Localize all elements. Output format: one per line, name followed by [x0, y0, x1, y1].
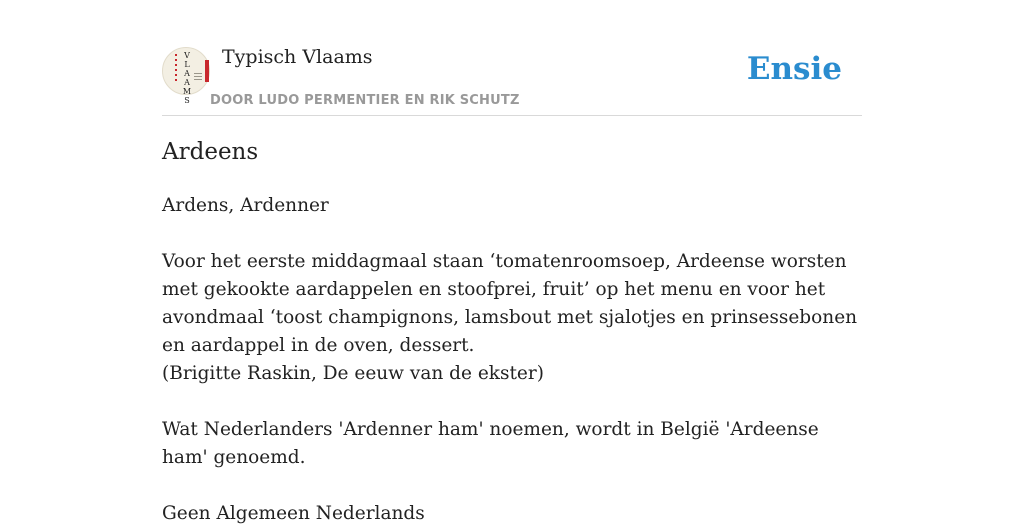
blog-title-link[interactable]: Typisch Vlaams	[222, 46, 373, 68]
avatar-red-bar	[205, 60, 209, 82]
avatar-letters: V L A A M S	[182, 51, 192, 105]
blog-byline: DOOR LUDO PERMENTIER EN RIK SCHUTZ	[210, 93, 520, 108]
ensie-logo-link[interactable]: Ensie	[746, 51, 842, 87]
entry-quote: Voor het eerste middagmaal staan ‘tomatenroomsoep, Ardeense worsten met gekookte aardappelen en stoofprei, fruit’ op het menu en voor het avondmaal ‘toost champignons, lamsbout met sjalotjes en prinsessebonen en aardappel in de oven, dessert.	[162, 251, 858, 356]
entry-note: Wat Nederlanders 'Ardenner ham' noemen, wordt in België 'Ardeense ham' genoemd.	[162, 419, 819, 468]
entry-quote-source: (Brigitte Raskin, De eeuw van de ekster)	[162, 363, 544, 384]
avatar-red-marks	[175, 54, 177, 84]
entry-body	[162, 192, 867, 528]
entry-footer-label: Geen Algemeen Nederlands	[162, 503, 425, 524]
blog-avatar[interactable]	[162, 47, 210, 105]
blog-header	[162, 44, 862, 116]
entry-title: Ardeens	[162, 139, 259, 165]
paragraph-gap	[162, 472, 867, 500]
avatar-lines	[194, 73, 202, 81]
entry-synonyms: Ardens, Ardenner	[162, 195, 329, 216]
paragraph-gap	[162, 220, 867, 248]
paragraph-gap	[162, 388, 867, 416]
